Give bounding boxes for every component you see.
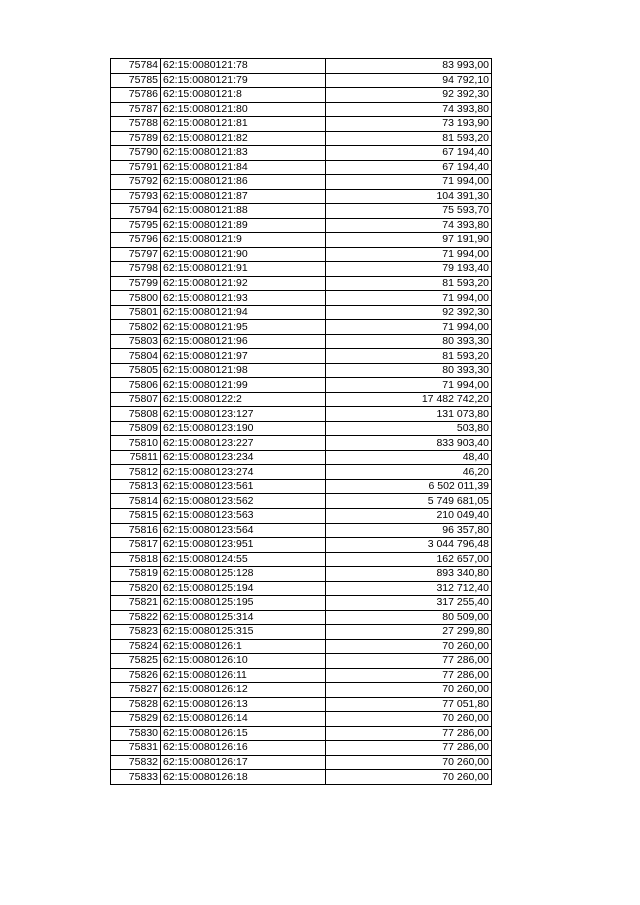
table-row [111, 334, 492, 349]
table-row [111, 567, 492, 582]
row-number-cell: 75799 [111, 276, 161, 291]
table-row [111, 363, 492, 378]
table-row [111, 450, 492, 465]
cadastral-number-cell: 62:15:0080121:90 [161, 247, 326, 262]
row-number-cell: 75785 [111, 73, 161, 88]
cadastral-value-cell: 77 051,80 [326, 697, 492, 712]
table-row [111, 552, 492, 567]
table-row [111, 88, 492, 103]
table-row [111, 305, 492, 320]
table-row [111, 436, 492, 451]
table-row [111, 683, 492, 698]
table-row [111, 581, 492, 596]
cadastral-value-cell: 77 286,00 [326, 726, 492, 741]
cadastral-number-cell: 62:15:0080126:11 [161, 668, 326, 683]
cadastral-value-cell: 131 073,80 [326, 407, 492, 422]
cadastral-value-cell: 70 260,00 [326, 683, 492, 698]
cadastral-value-cell: 67 194,40 [326, 146, 492, 161]
cadastral-value-cell: 94 792,10 [326, 73, 492, 88]
row-number-cell: 75820 [111, 581, 161, 596]
cadastral-value-cell: 77 286,00 [326, 654, 492, 669]
cadastral-number-cell: 62:15:0080125:315 [161, 625, 326, 640]
cadastral-number-cell: 62:15:0080121:82 [161, 131, 326, 146]
cadastral-value-cell: 83 993,00 [326, 59, 492, 74]
cadastral-number-cell: 62:15:0080121:88 [161, 204, 326, 219]
cadastral-number-cell: 62:15:0080121:83 [161, 146, 326, 161]
cadastral-number-cell: 62:15:0080121:9 [161, 233, 326, 248]
row-number-cell: 75817 [111, 538, 161, 553]
table-row [111, 494, 492, 509]
cadastral-value-cell: 71 994,00 [326, 247, 492, 262]
row-number-cell: 75816 [111, 523, 161, 538]
row-number-cell: 75819 [111, 567, 161, 582]
table-row [111, 233, 492, 248]
table-row [111, 639, 492, 654]
cadastral-number-cell: 62:15:0080125:314 [161, 610, 326, 625]
table-row [111, 262, 492, 277]
table-row [111, 465, 492, 480]
cadastral-value-cell: 17 482 742,20 [326, 392, 492, 407]
row-number-cell: 75814 [111, 494, 161, 509]
table-row [111, 117, 492, 132]
cadastral-value-cell: 97 191,90 [326, 233, 492, 248]
cadastral-value-cell: 70 260,00 [326, 770, 492, 785]
cadastral-number-cell: 62:15:0080122:2 [161, 392, 326, 407]
table-row [111, 407, 492, 422]
cadastral-number-cell: 62:15:0080121:8 [161, 88, 326, 103]
table-row [111, 392, 492, 407]
cadastral-number-cell: 62:15:0080126:15 [161, 726, 326, 741]
table-row [111, 160, 492, 175]
cadastral-number-cell: 62:15:0080121:92 [161, 276, 326, 291]
cadastral-number-cell: 62:15:0080121:99 [161, 378, 326, 393]
cadastral-number-cell: 62:15:0080126:18 [161, 770, 326, 785]
table-row [111, 697, 492, 712]
row-number-cell: 75798 [111, 262, 161, 277]
cadastral-number-cell: 62:15:0080121:97 [161, 349, 326, 364]
cadastral-value-cell: 96 357,80 [326, 523, 492, 538]
cadastral-number-cell: 62:15:0080125:194 [161, 581, 326, 596]
row-number-cell: 75789 [111, 131, 161, 146]
row-number-cell: 75808 [111, 407, 161, 422]
table-row [111, 204, 492, 219]
cadastral-value-cell: 503,80 [326, 421, 492, 436]
cadastral-value-cell: 71 994,00 [326, 175, 492, 190]
table-row [111, 654, 492, 669]
cadastral-number-cell: 62:15:0080123:563 [161, 508, 326, 523]
table-row [111, 349, 492, 364]
table-row [111, 741, 492, 756]
cadastral-value-cell: 210 049,40 [326, 508, 492, 523]
table-row [111, 755, 492, 770]
row-number-cell: 75791 [111, 160, 161, 175]
table-row [111, 73, 492, 88]
row-number-cell: 75802 [111, 320, 161, 335]
cadastral-number-cell: 62:15:0080121:78 [161, 59, 326, 74]
row-number-cell: 75793 [111, 189, 161, 204]
row-number-cell: 75784 [111, 59, 161, 74]
cadastral-value-cell: 80 393,30 [326, 363, 492, 378]
cadastral-value-cell: 27 299,80 [326, 625, 492, 640]
cadastral-value-cell: 73 193,90 [326, 117, 492, 132]
cadastral-value-cell: 92 392,30 [326, 88, 492, 103]
row-number-cell: 75821 [111, 596, 161, 611]
cadastral-value-cell: 80 393,30 [326, 334, 492, 349]
row-number-cell: 75797 [111, 247, 161, 262]
row-number-cell: 75818 [111, 552, 161, 567]
cadastral-number-cell: 62:15:0080121:93 [161, 291, 326, 306]
table-row [111, 596, 492, 611]
cadastral-value-cell: 3 044 796,48 [326, 538, 492, 553]
table-row [111, 610, 492, 625]
cadastral-value-table [110, 58, 492, 785]
row-number-cell: 75822 [111, 610, 161, 625]
row-number-cell: 75809 [111, 421, 161, 436]
cadastral-number-cell: 62:15:0080121:98 [161, 363, 326, 378]
cadastral-number-cell: 62:15:0080125:195 [161, 596, 326, 611]
cadastral-number-cell: 62:15:0080121:89 [161, 218, 326, 233]
row-number-cell: 75829 [111, 712, 161, 727]
cadastral-value-cell: 81 593,20 [326, 276, 492, 291]
cadastral-number-cell: 62:15:0080121:79 [161, 73, 326, 88]
cadastral-number-cell: 62:15:0080121:95 [161, 320, 326, 335]
row-number-cell: 75794 [111, 204, 161, 219]
cadastral-value-cell: 70 260,00 [326, 639, 492, 654]
table-row [111, 102, 492, 117]
row-number-cell: 75796 [111, 233, 161, 248]
table-row [111, 131, 492, 146]
table-row [111, 523, 492, 538]
cadastral-value-cell: 74 393,80 [326, 218, 492, 233]
cadastral-number-cell: 62:15:0080121:91 [161, 262, 326, 277]
row-number-cell: 75827 [111, 683, 161, 698]
row-number-cell: 75806 [111, 378, 161, 393]
cadastral-number-cell: 62:15:0080123:951 [161, 538, 326, 553]
row-number-cell: 75832 [111, 755, 161, 770]
table-row [111, 508, 492, 523]
cadastral-number-cell: 62:15:0080121:87 [161, 189, 326, 204]
cadastral-number-cell: 62:15:0080123:234 [161, 450, 326, 465]
cadastral-value-cell: 833 903,40 [326, 436, 492, 451]
table-row [111, 59, 492, 74]
cadastral-value-cell: 81 593,20 [326, 131, 492, 146]
cadastral-value-cell: 71 994,00 [326, 320, 492, 335]
row-number-cell: 75788 [111, 117, 161, 132]
row-number-cell: 75825 [111, 654, 161, 669]
row-number-cell: 75826 [111, 668, 161, 683]
table-row [111, 421, 492, 436]
cadastral-value-cell: 893 340,80 [326, 567, 492, 582]
table-row [111, 247, 492, 262]
cadastral-value-cell: 71 994,00 [326, 291, 492, 306]
cadastral-number-cell: 62:15:0080124:55 [161, 552, 326, 567]
cadastral-value-cell: 71 994,00 [326, 378, 492, 393]
row-number-cell: 75830 [111, 726, 161, 741]
cadastral-number-cell: 62:15:0080123:190 [161, 421, 326, 436]
row-number-cell: 75824 [111, 639, 161, 654]
row-number-cell: 75828 [111, 697, 161, 712]
cadastral-number-cell: 62:15:0080126:17 [161, 755, 326, 770]
row-number-cell: 75805 [111, 363, 161, 378]
table-row [111, 276, 492, 291]
cadastral-number-cell: 62:15:0080123:564 [161, 523, 326, 538]
row-number-cell: 75815 [111, 508, 161, 523]
cadastral-value-cell: 6 502 011,39 [326, 479, 492, 494]
row-number-cell: 75833 [111, 770, 161, 785]
cadastral-number-cell: 62:15:0080126:13 [161, 697, 326, 712]
cadastral-value-cell: 92 392,30 [326, 305, 492, 320]
table-row [111, 378, 492, 393]
row-number-cell: 75801 [111, 305, 161, 320]
table-row [111, 320, 492, 335]
cadastral-number-cell: 62:15:0080126:16 [161, 741, 326, 756]
cadastral-number-cell: 62:15:0080123:227 [161, 436, 326, 451]
cadastral-value-cell: 74 393,80 [326, 102, 492, 117]
cadastral-value-cell: 46,20 [326, 465, 492, 480]
cadastral-value-cell: 312 712,40 [326, 581, 492, 596]
row-number-cell: 75804 [111, 349, 161, 364]
cadastral-value-cell: 79 193,40 [326, 262, 492, 277]
cadastral-value-cell: 70 260,00 [326, 755, 492, 770]
table-row [111, 189, 492, 204]
table-row [111, 538, 492, 553]
table-row [111, 770, 492, 785]
cadastral-value-cell: 162 657,00 [326, 552, 492, 567]
row-number-cell: 75795 [111, 218, 161, 233]
table-row [111, 479, 492, 494]
table-row [111, 146, 492, 161]
cadastral-number-cell: 62:15:0080126:12 [161, 683, 326, 698]
cadastral-number-cell: 62:15:0080123:561 [161, 479, 326, 494]
cadastral-value-cell: 317 255,40 [326, 596, 492, 611]
cadastral-value-cell: 67 194,40 [326, 160, 492, 175]
table-row [111, 175, 492, 190]
cadastral-number-cell: 62:15:0080126:1 [161, 639, 326, 654]
row-number-cell: 75810 [111, 436, 161, 451]
table-row [111, 668, 492, 683]
row-number-cell: 75831 [111, 741, 161, 756]
cadastral-value-cell: 5 749 681,05 [326, 494, 492, 509]
row-number-cell: 75823 [111, 625, 161, 640]
cadastral-value-cell: 81 593,20 [326, 349, 492, 364]
table-row [111, 218, 492, 233]
row-number-cell: 75811 [111, 450, 161, 465]
row-number-cell: 75786 [111, 88, 161, 103]
cadastral-value-cell: 77 286,00 [326, 668, 492, 683]
cadastral-value-cell: 80 509,00 [326, 610, 492, 625]
cadastral-number-cell: 62:15:0080123:127 [161, 407, 326, 422]
cadastral-number-cell: 62:15:0080123:274 [161, 465, 326, 480]
row-number-cell: 75803 [111, 334, 161, 349]
row-number-cell: 75800 [111, 291, 161, 306]
cadastral-value-cell: 48,40 [326, 450, 492, 465]
table-body [111, 59, 492, 785]
cadastral-number-cell: 62:15:0080121:86 [161, 175, 326, 190]
cadastral-number-cell: 62:15:0080121:80 [161, 102, 326, 117]
cadastral-number-cell: 62:15:0080121:81 [161, 117, 326, 132]
cadastral-number-cell: 62:15:0080123:562 [161, 494, 326, 509]
row-number-cell: 75813 [111, 479, 161, 494]
table-row [111, 726, 492, 741]
row-number-cell: 75792 [111, 175, 161, 190]
cadastral-value-cell: 77 286,00 [326, 741, 492, 756]
row-number-cell: 75790 [111, 146, 161, 161]
cadastral-value-cell: 75 593,70 [326, 204, 492, 219]
cadastral-number-cell: 62:15:0080126:10 [161, 654, 326, 669]
table-row [111, 291, 492, 306]
cadastral-number-cell: 62:15:0080121:94 [161, 305, 326, 320]
table-row [111, 625, 492, 640]
row-number-cell: 75787 [111, 102, 161, 117]
cadastral-value-cell: 70 260,00 [326, 712, 492, 727]
cadastral-number-cell: 62:15:0080121:84 [161, 160, 326, 175]
row-number-cell: 75812 [111, 465, 161, 480]
cadastral-number-cell: 62:15:0080125:128 [161, 567, 326, 582]
cadastral-number-cell: 62:15:0080126:14 [161, 712, 326, 727]
cadastral-value-cell: 104 391,30 [326, 189, 492, 204]
cadastral-number-cell: 62:15:0080121:96 [161, 334, 326, 349]
table-row [111, 712, 492, 727]
row-number-cell: 75807 [111, 392, 161, 407]
